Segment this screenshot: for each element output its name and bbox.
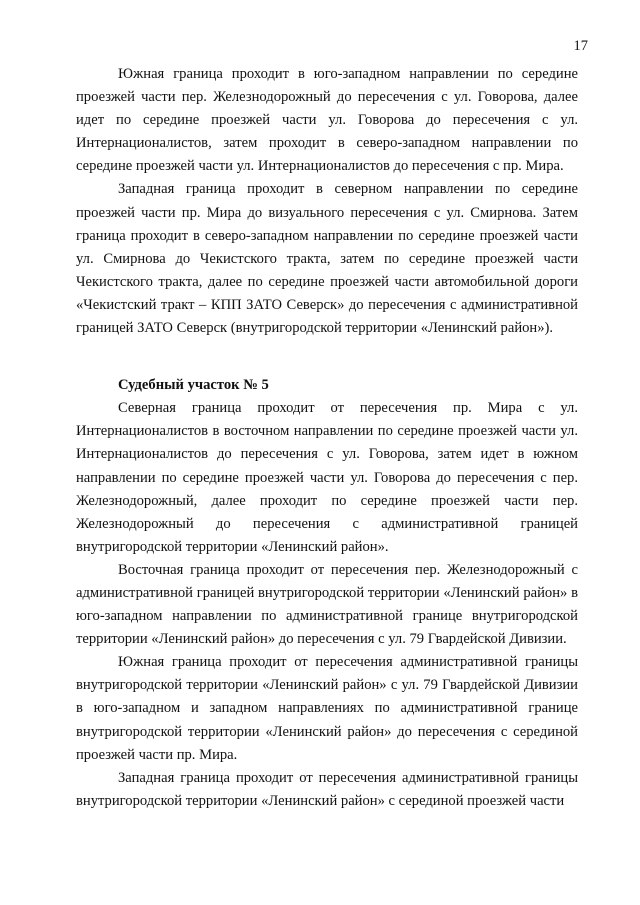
page-number: 17 <box>573 38 588 54</box>
paragraph-south-boundary-5: Южная граница проходит от пересечения административной границы внутригородской территории «Ленинский район» с ул. 79 Гвардейской Дивизии в юго-западном и западном направлениях по административной границе внутригородской территории «Ленинский район» до пересечения с серединой проезжей части пр. Мира. <box>76 654 578 763</box>
paragraph-west-boundary-5: Западная граница проходит от пересечения административной границы внутригородской территории «Ленинский район» с серединой проезжей части <box>76 769 578 809</box>
paragraph-north-boundary-5: Северная граница проходит от пересечения пр. Мира с ул. Интернационалистов в восточном направлении по середине проезжей части ул. Интернационалистов до пересечения с ул. Говорова, затем идет в южном направлении по середине проезжей части ул. Говорова до пересечения с пер. Железнодорожный, далее проходит по середине проезжей части пер. Железнодорожный до пересечения с административной границей внутригородской территории «Ленинский район». <box>76 400 578 555</box>
section-heading: Судебный участок № 5 <box>118 377 269 394</box>
paragraph-west-boundary-4: Западная граница проходит в северном направлении по середине проезжей части пр. Мира до визуального пересечения с ул. Смирнова. Затем граница проходит в северо-западном направлении по середине проезжей части ул. Смирнова до Чекистского тракта, затем по середине проезжей части Чекистского тракта, далее по середине проезжей части автомобильной дороги «Чекистский тракт – КПП ЗАТО Северск» до пересечения с административной границей ЗАТО Северск (внутригородской территории «Ленинский район»). <box>76 181 578 337</box>
paragraph-south-boundary-4: Южная граница проходит в юго-западном направлении по середине проезжей части пер. Железнодорожный до пересечения с ул. Говорова, далее идет по середине проезжей части ул. Говорова до пересечения с ул. Интернационалистов, затем проходит в северо-западном направлении по середине проезжей части ул. Интернационалистов до пересечения с пр. Мира. <box>76 66 578 175</box>
document-body <box>76 63 578 813</box>
paragraph-east-boundary-5: Восточная граница проходит от пересечения пер. Железнодорожный с административной границей внутригородской территории «Ленинский район» в юго-западном направлении по административной границе внутригородской территории «Ленинский район» до пересечения с ул. 79 Гвардейской Дивизии. <box>76 561 578 648</box>
